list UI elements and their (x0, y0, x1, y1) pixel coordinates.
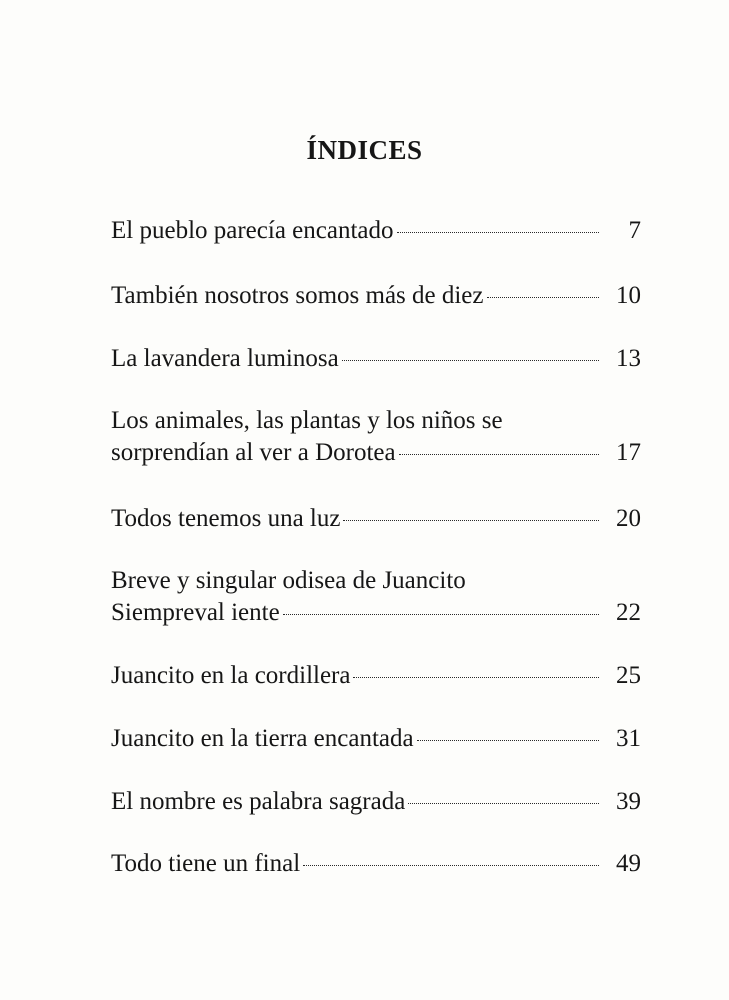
toc-page-number: 7 (628, 217, 641, 244)
toc-entry-title: También nosotros somos más de diez (111, 282, 484, 309)
toc-page-number: 20 (616, 505, 641, 532)
toc-entry (111, 565, 641, 629)
dot-leader (283, 614, 599, 615)
toc-entry-line (111, 503, 641, 535)
toc-entry-title: Todos tenemos una luz (111, 505, 341, 532)
toc-entry (111, 405, 641, 469)
toc-entry-title: Juancito en la tierra encantada (111, 725, 414, 752)
toc-entry-line (111, 343, 641, 375)
toc-page-number: 10 (616, 282, 641, 309)
toc-entry (111, 343, 641, 375)
toc-entry-title-continued: sorprendían al ver a Dorotea (111, 439, 396, 466)
toc-entry (111, 660, 641, 692)
toc-entry (111, 215, 641, 247)
toc-entry (111, 723, 641, 755)
toc-entry (111, 786, 641, 818)
toc-entry-line (111, 215, 641, 247)
toc-page-number: 31 (616, 725, 641, 752)
toc-entry-title: La lavandera luminosa (111, 345, 339, 372)
dot-leader (303, 865, 599, 866)
dot-leader (399, 454, 599, 455)
toc-entry-line (111, 405, 641, 437)
toc-page-number: 22 (616, 599, 641, 626)
toc-entry-line (111, 565, 641, 597)
toc-entry-line (111, 723, 641, 755)
toc-entry (111, 503, 641, 535)
toc-entry-title: Breve y singular odisea de Juancito (111, 567, 466, 594)
toc-page-number: 17 (616, 439, 641, 466)
toc-entry-line (111, 437, 641, 469)
dot-leader (397, 232, 600, 233)
dot-leader (417, 740, 599, 741)
toc-entry-title-continued: Siempreval iente (111, 599, 280, 626)
dot-leader (353, 677, 599, 678)
toc-page-number: 13 (616, 345, 641, 372)
toc-entry (111, 848, 641, 880)
toc-entry-line (111, 660, 641, 692)
dot-leader (487, 297, 600, 298)
toc-entry-line (111, 848, 641, 880)
toc-entry (111, 280, 641, 312)
dot-leader (342, 360, 599, 361)
dot-leader (343, 520, 599, 521)
toc-entry-title: Juancito en la cordillera (111, 662, 351, 689)
toc-page-number: 39 (616, 788, 641, 815)
page-title: ÍNDICES (306, 135, 423, 165)
toc-entry-title: Los animales, las plantas y los niños se (111, 407, 503, 434)
toc-entry-title: Todo tiene un final (111, 850, 301, 877)
toc-entry-line (111, 786, 641, 818)
toc-entry-line (111, 280, 641, 312)
dot-leader (408, 803, 599, 804)
toc-entry-title: El nombre es palabra sagrada (111, 788, 406, 815)
toc-page-number: 25 (616, 662, 641, 689)
toc-entry-title: El pueblo parecía encantado (111, 217, 394, 244)
toc-entry-line (111, 597, 641, 629)
toc-page-number: 49 (616, 850, 641, 877)
